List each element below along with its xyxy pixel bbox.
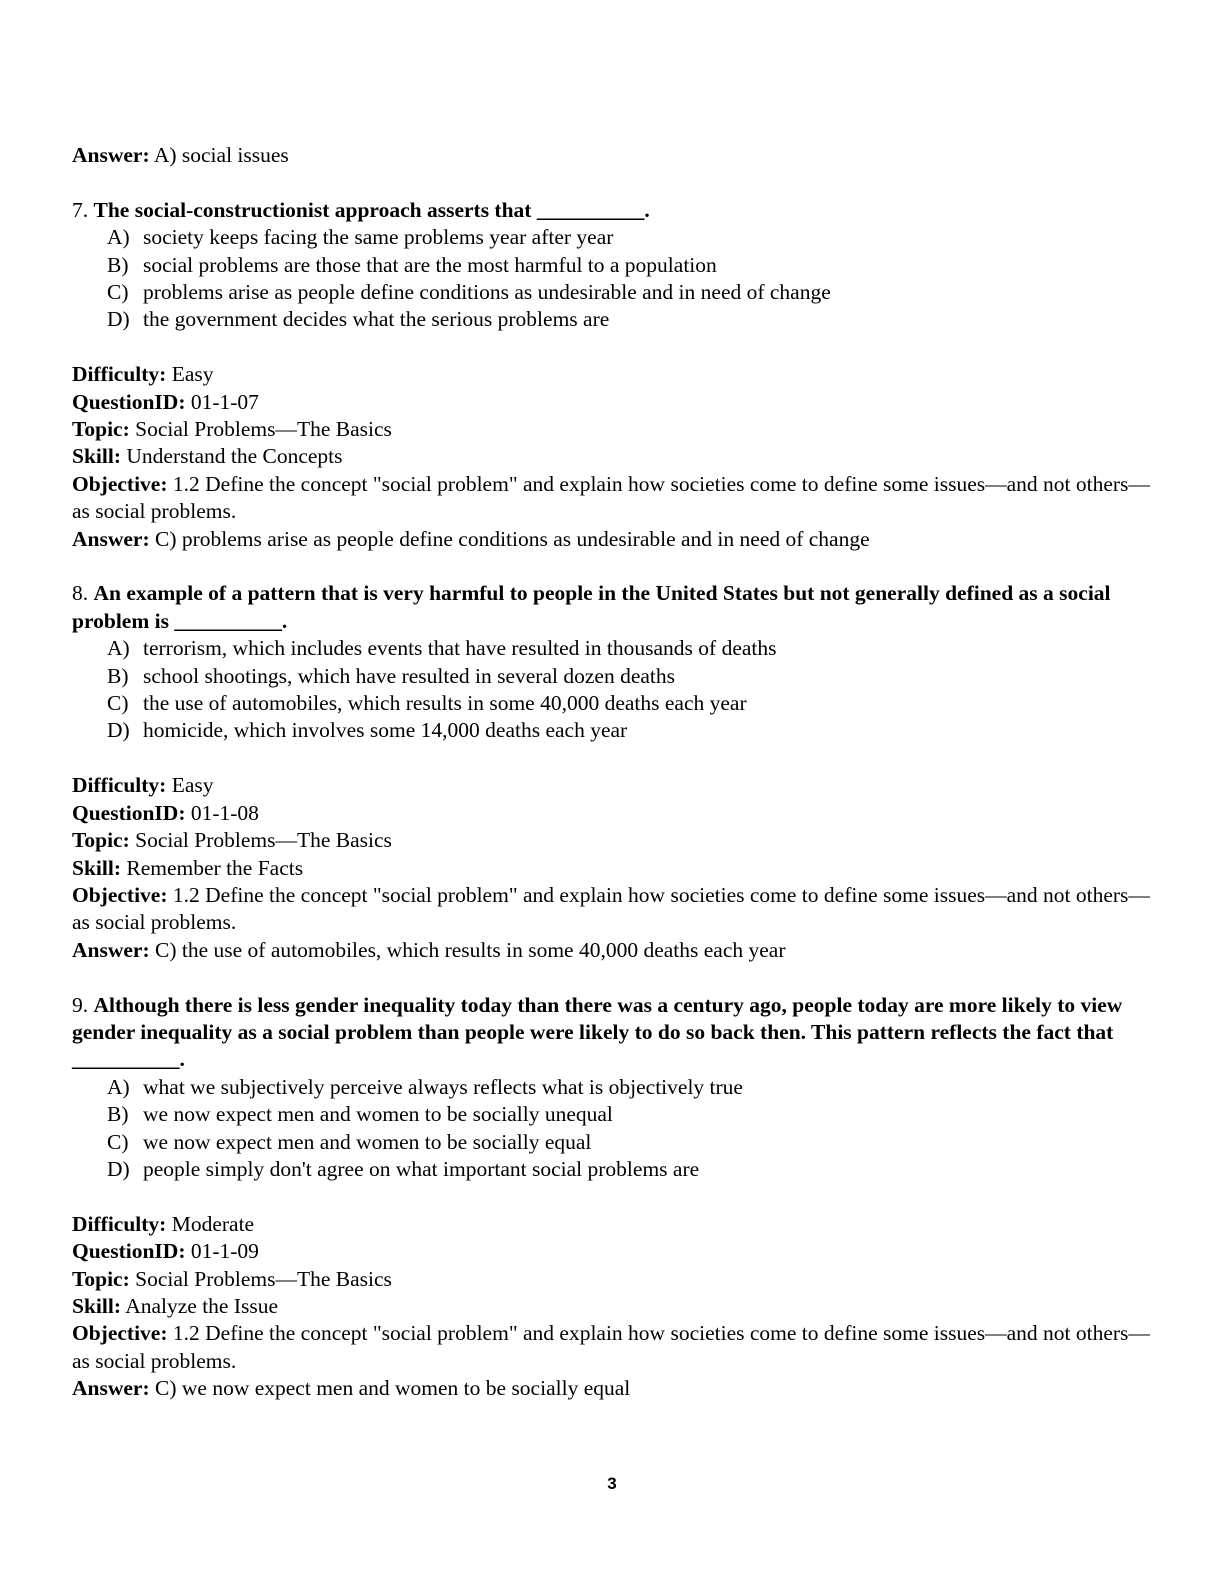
option-letter: D) — [107, 718, 130, 743]
difficulty-label: Difficulty: — [72, 773, 167, 798]
objective-label: Objective: — [72, 1321, 168, 1346]
skill-line — [72, 443, 1152, 470]
option-d — [72, 1156, 1152, 1183]
objective-value: 1.2 Define the concept "social problem" and explain how societies come to define some issues—and not others—as social problems. — [72, 471, 1150, 524]
skill-value: Remember the Facts — [126, 855, 304, 880]
answer-line — [72, 526, 1152, 553]
skill-value: Understand the Concepts — [126, 444, 343, 469]
option-a — [72, 1074, 1152, 1101]
answer-label: Answer: — [72, 937, 150, 962]
option-text: we now expect men and women to be socially equal — [143, 1129, 592, 1154]
topic-label: Topic: — [72, 828, 130, 853]
option-b — [72, 1101, 1152, 1128]
difficulty-line — [72, 361, 1152, 388]
option-letter: A) — [107, 636, 130, 661]
difficulty-label: Difficulty: — [72, 362, 167, 387]
question-id-label: QuestionID: — [72, 800, 186, 825]
option-text: people simply don't agree on what important social problems are — [143, 1156, 700, 1181]
topic-value: Social Problems—The Basics — [135, 417, 392, 442]
answer-label: Answer: — [72, 143, 150, 167]
option-text: the government decides what the serious problems are — [143, 307, 610, 332]
question-number: 8. — [72, 581, 89, 606]
option-a — [72, 635, 1152, 662]
question-stem — [72, 992, 1152, 1074]
topic-label: Topic: — [72, 1266, 130, 1291]
difficulty-value: Easy — [171, 773, 214, 798]
option-letter: D) — [107, 307, 130, 332]
option-d — [72, 306, 1152, 333]
difficulty-value: Easy — [171, 362, 214, 387]
option-letter: C) — [107, 280, 129, 305]
difficulty-value: Moderate — [171, 1211, 255, 1236]
option-b — [72, 663, 1152, 690]
question-id-line — [72, 1238, 1152, 1265]
option-c — [72, 690, 1152, 717]
question-id-line — [72, 800, 1152, 827]
option-text: school shootings, which have resulted in several dozen deaths — [143, 663, 675, 688]
option-letter: C) — [107, 691, 129, 716]
option-c — [72, 279, 1152, 306]
option-text: what we subjectively perceive always reflects what is objectively true — [143, 1074, 743, 1099]
question-9 — [72, 992, 1152, 1403]
option-text: we now expect men and women to be socially unequal — [143, 1102, 613, 1127]
skill-line — [72, 855, 1152, 882]
question-number: 9. — [72, 992, 89, 1017]
difficulty-line — [72, 772, 1152, 799]
objective-line — [72, 471, 1152, 526]
option-text: social problems are those that are the most harmful to a population — [143, 252, 717, 277]
option-letter: A) — [107, 1074, 130, 1099]
objective-value: 1.2 Define the concept "social problem" and explain how societies come to define some issues—and not others—as social problems. — [72, 1321, 1150, 1373]
objective-value: 1.2 Define the concept "social problem" and explain how societies come to define some issues—and not others—as social problems. — [72, 882, 1150, 935]
answer-label: Answer: — [72, 526, 150, 551]
question-text: The social-constructionist approach asserts that __________. — [93, 197, 650, 222]
option-letter: B) — [107, 252, 129, 277]
topic-label: Topic: — [72, 417, 130, 442]
question-id-line — [72, 389, 1152, 416]
option-a — [72, 224, 1152, 251]
objective-line — [72, 882, 1152, 937]
question-stem — [72, 580, 1152, 635]
question-8 — [72, 580, 1152, 964]
topic-line — [72, 827, 1152, 854]
option-text: terrorism, which includes events that have resulted in thousands of deaths — [143, 636, 777, 661]
option-text: homicide, which involves some 14,000 deaths each year — [143, 718, 628, 743]
question-metadata — [72, 361, 1152, 553]
answer-options — [72, 635, 1152, 745]
question-id-label: QuestionID: — [72, 1239, 186, 1264]
option-c — [72, 1129, 1152, 1156]
question-number: 7. — [72, 197, 89, 222]
option-letter: B) — [107, 1102, 129, 1127]
option-text: society keeps facing the same problems year after year — [143, 225, 614, 250]
skill-value: Analyze the Issue — [125, 1293, 279, 1318]
question-stem — [72, 197, 1152, 224]
question-7 — [72, 197, 1152, 553]
topic-value: Social Problems—The Basics — [135, 828, 392, 853]
question-id-value: 01-1-07 — [190, 389, 259, 414]
question-metadata — [72, 1211, 1152, 1403]
objective-label: Objective: — [72, 471, 168, 496]
question-text: Although there is less gender inequality today than there was a century ago, people today are more likely to view gender inequality as a social problem than people were likely to do so back then. This pattern reflects the fact that __________. — [72, 992, 1123, 1072]
page-number: 3 — [607, 1474, 617, 1493]
question-metadata — [72, 772, 1152, 964]
answer-line — [72, 1375, 1152, 1402]
option-letter: A) — [107, 225, 130, 250]
skill-label: Skill: — [72, 855, 121, 880]
document-body — [72, 142, 1152, 1403]
option-letter: B) — [107, 663, 129, 688]
skill-label: Skill: — [72, 1293, 121, 1318]
answer-label: Answer: — [72, 1376, 150, 1401]
question-id-value: 01-1-09 — [190, 1239, 259, 1264]
answer-value: C) problems arise as people define conditions as undesirable and in need of change — [155, 526, 870, 551]
skill-label: Skill: — [72, 444, 121, 469]
answer-options — [72, 224, 1152, 334]
difficulty-line — [72, 1211, 1152, 1238]
question-id-value: 01-1-08 — [190, 800, 259, 825]
answer-value: C) the use of automobiles, which results in some 40,000 deaths each year — [155, 937, 786, 962]
option-b — [72, 252, 1152, 279]
option-text: the use of automobiles, which results in some 40,000 deaths each year — [143, 691, 747, 716]
answer-options — [72, 1074, 1152, 1184]
previous-answer-text: A) social issues — [153, 143, 289, 167]
option-d — [72, 717, 1152, 744]
answer-value: C) we now expect men and women to be socially equal — [155, 1376, 631, 1401]
answer-line — [72, 937, 1152, 964]
previous-answer-line — [72, 142, 1152, 169]
objective-label: Objective: — [72, 882, 168, 907]
topic-value: Social Problems—The Basics — [135, 1266, 392, 1291]
option-letter: D) — [107, 1156, 130, 1181]
option-text: problems arise as people define conditions as undesirable and in need of change — [143, 280, 831, 305]
topic-line — [72, 1266, 1152, 1293]
difficulty-label: Difficulty: — [72, 1211, 167, 1236]
question-text: An example of a pattern that is very harmful to people in the United States but not generally defined as a social problem is __________. — [72, 581, 1111, 633]
question-id-label: QuestionID: — [72, 389, 186, 414]
option-letter: C) — [107, 1129, 129, 1154]
objective-line — [72, 1320, 1152, 1375]
topic-line — [72, 416, 1152, 443]
skill-line — [72, 1293, 1152, 1320]
